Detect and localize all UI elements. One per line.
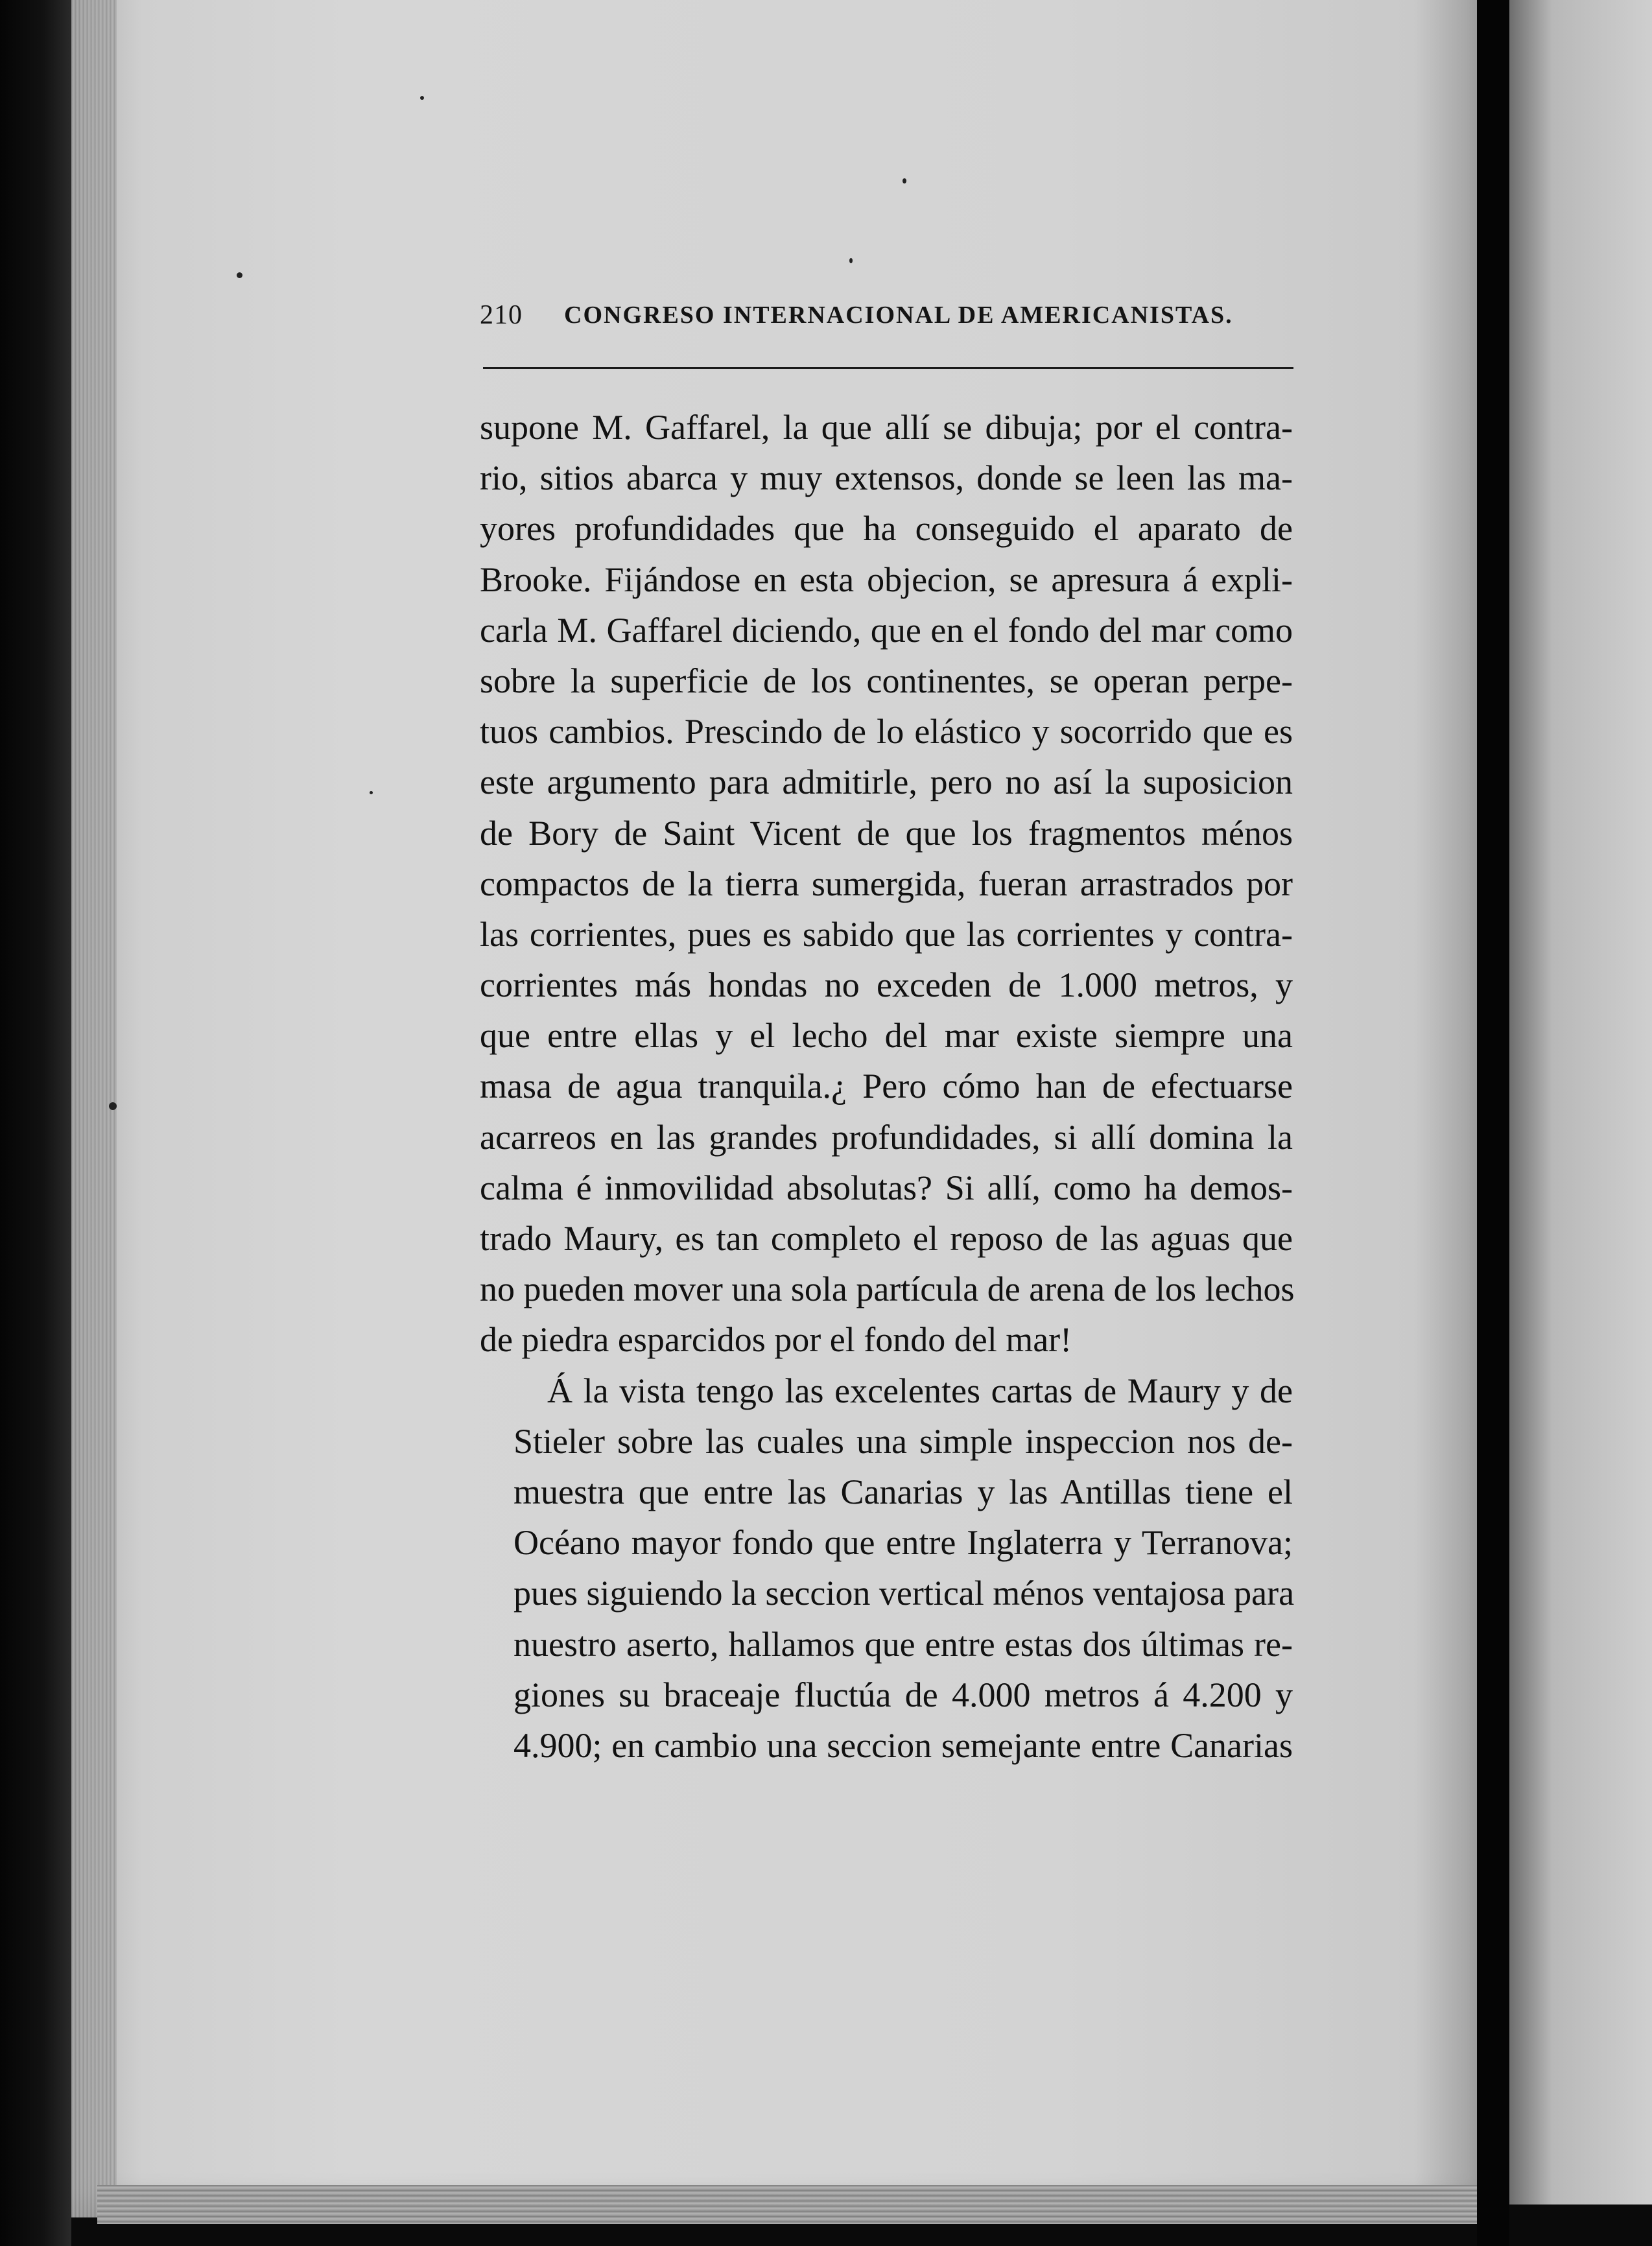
- text-line: Á la vista tengo las excelentes cartas de Maury y de: [547, 1371, 1293, 1410]
- running-header: [480, 300, 1290, 338]
- text-line: giones su braceaje fluctúa de 4.000 metros á 4.200 y: [513, 1675, 1293, 1714]
- text-line: no pueden mover una sola partícula de arena de los lechos: [480, 1270, 1295, 1309]
- paper-speck: [237, 272, 242, 278]
- header-rule: [483, 367, 1293, 369]
- text-line: que entre ellas y el lecho del mar existe siempre una: [480, 1016, 1293, 1056]
- page-stack-bottom: [97, 2185, 1485, 2224]
- running-title: CONGRESO INTERNACIONAL DE AMERICANISTAS.: [564, 301, 1233, 329]
- body-text: [480, 402, 1293, 1771]
- facing-page-edge: [1509, 0, 1652, 2224]
- text-line: este argumento para admitirle, pero no así la suposicion: [480, 762, 1293, 802]
- facing-page-bottom-shadow: [1509, 2205, 1652, 2246]
- text-line: muestra que entre las Canarias y las Antillas tiene el: [513, 1472, 1293, 1511]
- text-line: acarreos en las grandes profundidades, si allí domina la: [480, 1117, 1293, 1157]
- text-line: carla M. Gaffarel diciendo, que en el fondo del mar como: [480, 610, 1293, 650]
- paper-speck: [109, 1102, 117, 1110]
- text-line: trado Maury, es tan completo el reposo de las aguas que: [480, 1219, 1293, 1258]
- text-line: de Bory de Saint Vicent de que los fragmentos ménos: [480, 813, 1293, 853]
- text-line: yores profundidades que ha conseguido el aparato de: [480, 509, 1293, 549]
- text-line: masa de agua tranquila.¿ Pero cómo han de efectuarse: [480, 1067, 1293, 1106]
- text-line: corrientes más hondas no exceden de 1.000 metros, y: [480, 965, 1293, 1005]
- paragraph-1: [480, 402, 1293, 1365]
- text-line: de piedra esparcidos por el fondo del mar!: [480, 1320, 1072, 1360]
- page-number: 210: [480, 300, 523, 330]
- text-line: nuestro aserto, hallamos que entre estas dos últimas re-: [513, 1624, 1293, 1664]
- text-line: Océano mayor fondo que entre Inglaterra y Terranova;: [513, 1523, 1293, 1563]
- book-left-edge: [0, 0, 71, 2246]
- text-line: tuos cambios. Prescindo de lo elástico y socorrido que es: [480, 712, 1293, 751]
- paper-speck: [849, 258, 853, 263]
- text-line: calma é inmovilidad absolutas? Si allí, como ha demos-: [480, 1168, 1293, 1207]
- paragraph-2: [480, 1365, 1293, 1771]
- text-line: supone M. Gaffarel, la que allí se dibuja; por el contra-: [480, 408, 1293, 447]
- text-line: sobre la superficie de los continentes, se operan perpe-: [480, 661, 1293, 700]
- text-line: 4.900; en cambio una seccion semejante entre Canarias: [513, 1725, 1293, 1765]
- text-line: Stieler sobre las cuales una simple inspeccion nos de-: [513, 1421, 1293, 1461]
- book-gutter: [1477, 0, 1509, 2246]
- paper-speck: [903, 178, 906, 183]
- text-line: compactos de la tierra sumergida, fueran arrastrados por: [480, 864, 1293, 903]
- text-line: las corrientes, pues es sabido que las corrientes y contra-: [480, 914, 1293, 954]
- text-line: Brooke. Fijándose en esta objecion, se apresura á expli-: [480, 560, 1293, 599]
- text-line: pues siguiendo la seccion vertical ménos ventajosa para: [513, 1574, 1295, 1613]
- paper-speck: [420, 96, 424, 100]
- text-line: rio, sitios abarca y muy extensos, donde se leen las ma-: [480, 458, 1293, 498]
- paper-speck: [370, 791, 373, 794]
